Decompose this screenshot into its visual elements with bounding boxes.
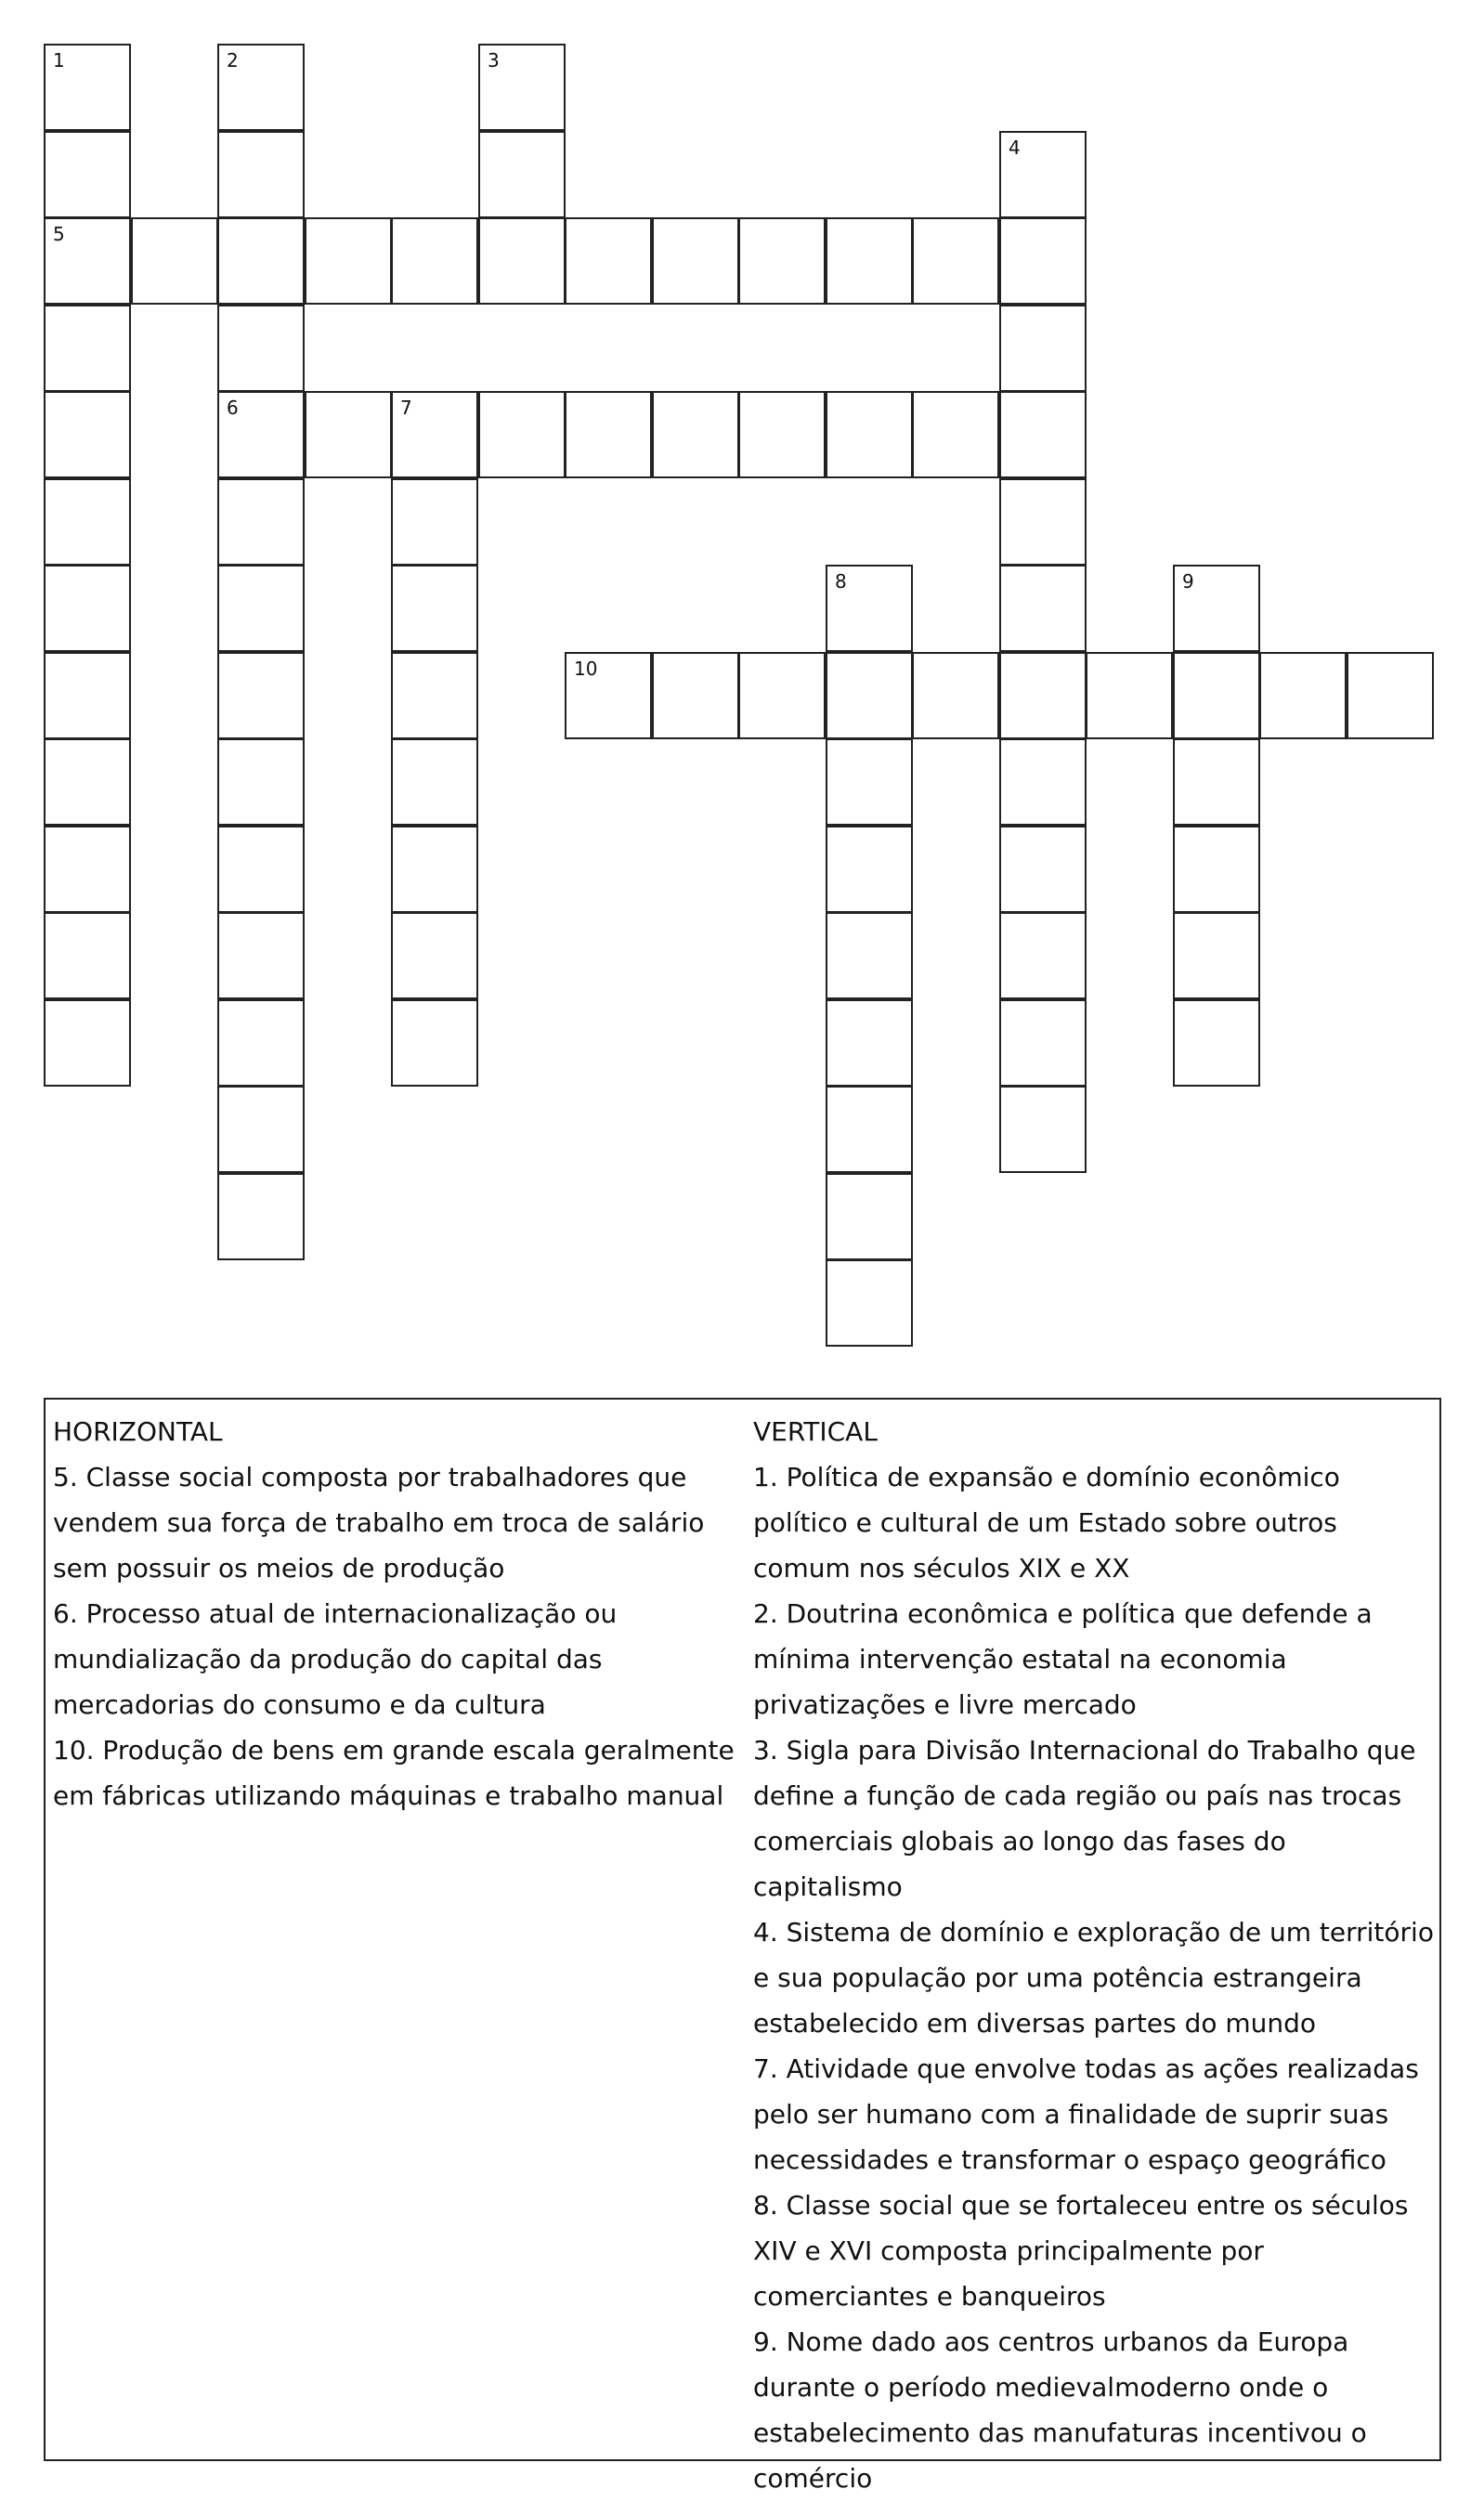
crossword-cell[interactable]: [391, 478, 478, 566]
crossword-cell[interactable]: [826, 565, 913, 652]
crossword-cell[interactable]: [44, 652, 131, 739]
clue-number: 9: [1182, 570, 1194, 593]
crossword-cell[interactable]: [391, 826, 478, 913]
vertical-clues-column: [753, 1409, 1436, 2501]
crossword-cell[interactable]: [44, 478, 131, 566]
crossword-cell[interactable]: [1173, 652, 1260, 739]
crossword-cell[interactable]: [912, 391, 999, 478]
crossword-cell[interactable]: [217, 1173, 305, 1260]
clue-number: 5: [53, 223, 65, 245]
clues-box: [44, 1398, 1441, 2494]
crossword-cell[interactable]: [391, 391, 478, 478]
crossword-cell[interactable]: [44, 44, 131, 131]
vertical-clue-1: 1. Política de expansão e domínio econômico político e cultural de um Estado sobre outros comum nos séculos XIX e XX: [753, 1462, 1340, 1583]
horizontal-heading: HORIZONTAL: [53, 1416, 223, 1447]
vertical-clue-9: 9. Nome dado aos centros urbanos da Europa durante o período medievalmoderno onde o estabelecimento das manufaturas incentivou o comércio: [753, 2326, 1367, 2494]
horizontal-clue-6: 6. Processo atual de internacionalização ou mundialização da produção do capital das mercadorias do consumo e da cultura: [53, 1598, 618, 1720]
crossword-cell[interactable]: [391, 738, 478, 826]
crossword-cell[interactable]: [999, 826, 1087, 913]
clue-number: 2: [227, 49, 239, 72]
crossword-cell[interactable]: [826, 738, 913, 826]
clue-number: 8: [835, 570, 847, 593]
crossword-cell[interactable]: [826, 999, 913, 1087]
crossword-cell[interactable]: [999, 565, 1087, 652]
crossword-cell[interactable]: [826, 391, 913, 478]
vertical-heading: VERTICAL: [753, 1416, 878, 1447]
clue-number: 10: [574, 658, 598, 680]
crossword-cell[interactable]: [912, 217, 999, 305]
crossword-cell[interactable]: [826, 652, 913, 739]
crossword-cell[interactable]: [1173, 826, 1260, 913]
crossword-cell[interactable]: [1173, 999, 1260, 1087]
crossword-cell[interactable]: [999, 912, 1087, 999]
crossword-cell[interactable]: [478, 217, 566, 305]
crossword-cell[interactable]: [44, 999, 131, 1087]
clue-number: 1: [53, 49, 65, 72]
vertical-clue-7: 7. Atividade que envolve todas as ações realizadas pelo ser humano com a finalidade de suprir suas necessidades e transformar o espaço geográfico: [753, 2053, 1419, 2175]
crossword-cell[interactable]: [999, 305, 1087, 392]
crossword-cell[interactable]: [217, 391, 305, 478]
crossword-cell[interactable]: [999, 478, 1087, 566]
crossword-cell[interactable]: [44, 738, 131, 826]
crossword-cell[interactable]: [999, 999, 1087, 1087]
crossword-cell[interactable]: [44, 391, 131, 478]
crossword-cell[interactable]: [999, 652, 1087, 739]
crossword-cell[interactable]: [217, 44, 305, 131]
crossword-cell[interactable]: [131, 217, 218, 305]
clue-number: 4: [1009, 137, 1021, 159]
crossword-cell[interactable]: [999, 131, 1087, 218]
crossword-cell[interactable]: [217, 652, 305, 739]
crossword-cell[interactable]: [305, 217, 392, 305]
crossword-cell[interactable]: [391, 912, 478, 999]
crossword-cell[interactable]: [217, 999, 305, 1087]
crossword-cell[interactable]: [826, 912, 913, 999]
crossword-cell[interactable]: [999, 391, 1087, 478]
crossword-cell[interactable]: [999, 217, 1087, 305]
crossword-cell[interactable]: [1086, 652, 1173, 739]
crossword-cell[interactable]: [391, 652, 478, 739]
crossword-cell[interactable]: [305, 391, 392, 478]
crossword-cell[interactable]: [826, 1086, 913, 1173]
crossword-cell[interactable]: [1173, 565, 1260, 652]
crossword-cell[interactable]: [44, 305, 131, 392]
crossword-cell[interactable]: [217, 305, 305, 392]
crossword-cell[interactable]: [652, 652, 739, 739]
crossword-cell[interactable]: [652, 217, 739, 305]
crossword-cell[interactable]: [565, 391, 652, 478]
vertical-clue-4: 4. Sistema de domínio e exploração de um território e sua população por uma potência estrangeira estabelecido em diversas partes do mundo: [753, 1917, 1434, 2039]
vertical-clue-3: 3. Sigla para Divisão Internacional do Trabalho que define a função de cada região ou país nas trocas comerciais globais ao longo das fases do capitalismo: [753, 1735, 1416, 1902]
vertical-clue-8: 8. Classe social que se fortaleceu entre os séculos XIV e XVI composta principalmente por comerciantes e banqueiros: [753, 2190, 1409, 2312]
crossword-cell[interactable]: [478, 44, 566, 131]
vertical-clue-2: 2. Doutrina econômica e política que defende a mínima intervenção estatal na economia privatizações e livre mercado: [753, 1598, 1373, 1720]
crossword-cell[interactable]: [217, 826, 305, 913]
crossword-cell[interactable]: [44, 565, 131, 652]
crossword-cell[interactable]: [44, 131, 131, 218]
horizontal-clues-column: [53, 1409, 740, 1818]
crossword-cell[interactable]: [738, 217, 826, 305]
crossword-cell[interactable]: [391, 565, 478, 652]
crossword-cell[interactable]: [1173, 912, 1260, 999]
horizontal-clue-10: 10. Produção de bens em grande escala geralmente em fábricas utilizando máquinas e trabalho manual: [53, 1735, 735, 1811]
crossword-cell[interactable]: [217, 217, 305, 305]
clue-number: 6: [227, 397, 239, 419]
horizontal-clue-5: 5. Classe social composta por trabalhadores que vendem sua força de trabalho em troca de salário sem possuir os meios de produção: [53, 1462, 705, 1583]
crossword-cell[interactable]: [44, 217, 131, 305]
crossword-cell[interactable]: [391, 217, 478, 305]
crossword-cell[interactable]: [652, 391, 739, 478]
crossword-cell[interactable]: [826, 1173, 913, 1260]
crossword-cell[interactable]: [565, 217, 652, 305]
crossword-cell[interactable]: [1347, 652, 1434, 739]
crossword-cell[interactable]: [217, 912, 305, 999]
crossword-cell[interactable]: [391, 999, 478, 1087]
crossword-cell[interactable]: [1259, 652, 1347, 739]
crossword-cell[interactable]: [1173, 738, 1260, 826]
crossword-cell[interactable]: [217, 738, 305, 826]
crossword-cell[interactable]: [738, 391, 826, 478]
crossword-cell[interactable]: [912, 652, 999, 739]
crossword-cell[interactable]: [478, 131, 566, 218]
crossword-cell[interactable]: [44, 912, 131, 999]
crossword-cell[interactable]: [217, 565, 305, 652]
crossword-cell[interactable]: [826, 217, 913, 305]
crossword-cell[interactable]: [738, 652, 826, 739]
crossword-cell[interactable]: [565, 652, 652, 739]
crossword-cell[interactable]: [826, 826, 913, 913]
crossword-cell[interactable]: [217, 1086, 305, 1173]
clue-number: 7: [400, 397, 412, 419]
crossword-cell[interactable]: [217, 478, 305, 566]
crossword-cell[interactable]: [44, 826, 131, 913]
clue-number: 3: [488, 49, 500, 72]
crossword-cell[interactable]: [478, 391, 566, 478]
crossword-cell[interactable]: [217, 131, 305, 218]
crossword-cell[interactable]: [826, 1259, 913, 1347]
crossword-cell[interactable]: [999, 738, 1087, 826]
crossword-cell[interactable]: [999, 1086, 1087, 1173]
